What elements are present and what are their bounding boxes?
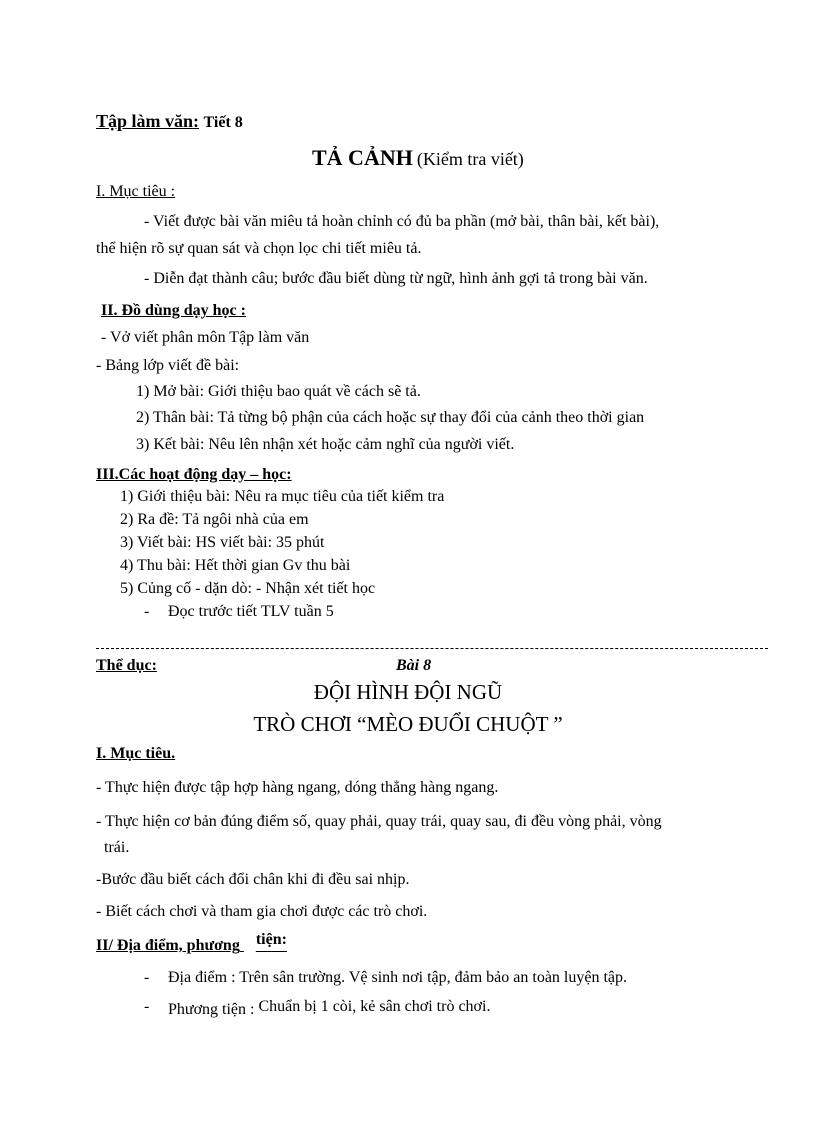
bullet: - (144, 603, 150, 620)
section-heading-location (96, 931, 287, 956)
bullet: - (144, 998, 150, 1015)
lesson1-header (96, 110, 243, 134)
objective-line: - Viết được bài văn miêu tả hoàn chỉnh có đủ ba phần (mở bài, thân bài, kết bài), (144, 213, 660, 230)
equipment-text: Chuẩn bị 1 còi, kẻ sân chơi trò chơi. (258, 998, 491, 1015)
page-title: TẢ CẢNH (312, 145, 413, 170)
objective-line: - Biết cách chơi và tham gia chơi được các trò chơi. (96, 903, 428, 920)
material-item: 3) Kết bài: Nêu lên nhận xét hoặc cảm nghĩ của người viết. (136, 436, 515, 453)
lesson2-title: ĐỘI HÌNH ĐỘI NGŨ (313, 680, 503, 704)
location-text: Địa điểm : Trên sân trường. Vệ sinh nơi tập, đảm bảo an toàn luyện tập. (168, 969, 628, 986)
section-heading-activities: III.Các hoạt động dạy – học: (96, 466, 292, 483)
equipment-label: Phương tiện : (168, 1001, 255, 1018)
lesson2-subject: Thể dục: (96, 657, 157, 674)
activity-item: 4) Thu bài: Hết thời gian Gv thu bài (120, 557, 351, 574)
material-line: - Bảng lớp viết đề bài: (96, 357, 240, 374)
activity-item: 5) Củng cố - dặn dò: - Nhận xét tiết học (120, 580, 376, 597)
page-subtitle: (Kiểm tra viết) (416, 149, 524, 169)
section-heading-objectives: I. Mục tiêu. (96, 745, 176, 762)
material-line: - Vở viết phân môn Tập làm văn (101, 329, 310, 346)
lesson2-number: Bài 8 (396, 657, 432, 674)
heading-part: II/ Địa điểm, phương (96, 937, 240, 954)
objective-line: -Bước đầu biết cách đổi chân khi đi đều sai nhịp. (96, 871, 410, 888)
equipment-item (144, 997, 490, 1017)
period-label: Tiết 8 (203, 114, 243, 131)
objective-line: - Diễn đạt thành câu; bước đầu biết dùng từ ngữ, hình ảnh gợi tả trong bài văn. (144, 270, 648, 287)
subject-label: Tập làm văn: (96, 111, 200, 131)
lesson2-subtitle: TRÒ CHƠI “MÈO ĐUỔI CHUỘT ” (253, 712, 563, 736)
lesson1-title (312, 144, 524, 172)
activity-text: Đọc trước tiết TLV tuần 5 (168, 603, 334, 620)
material-item: 2) Thân bài: Tả từng bộ phận của cách hoặc sự thay đổi của cảnh theo thời gian (136, 409, 645, 426)
objective-line: - Thực hiện được tập hợp hàng ngang, dóng thẳng hàng ngang. (96, 779, 499, 796)
location-item (144, 968, 627, 988)
objective-line: thể hiện rõ sự quan sát và chọn lọc chi tiết miêu tả. (96, 240, 422, 257)
section-heading-objectives: I. Mục tiêu : (96, 183, 176, 200)
activity-item: 1) Giới thiệu bài: Nêu ra mục tiêu của tiết kiểm tra (120, 488, 445, 505)
bullet: - (144, 969, 150, 986)
material-item: 1) Mở bài: Giới thiệu bao quát về cách sẽ tả. (136, 383, 421, 400)
activity-item: 2) Ra đề: Tả ngôi nhà của em (120, 511, 309, 528)
objective-line: - Thực hiện cơ bản đúng điểm số, quay phải, quay trái, quay sau, đi đều vòng phải, vòng (96, 813, 662, 830)
activity-item (144, 602, 334, 622)
activity-item: 3) Viết bài: HS viết bài: 35 phút (120, 534, 325, 551)
objective-line: trái. (104, 839, 130, 856)
section-heading-materials: II. Đồ dùng dạy học : (101, 302, 246, 319)
section-divider (96, 648, 768, 649)
heading-part: tiện: (255, 931, 287, 948)
